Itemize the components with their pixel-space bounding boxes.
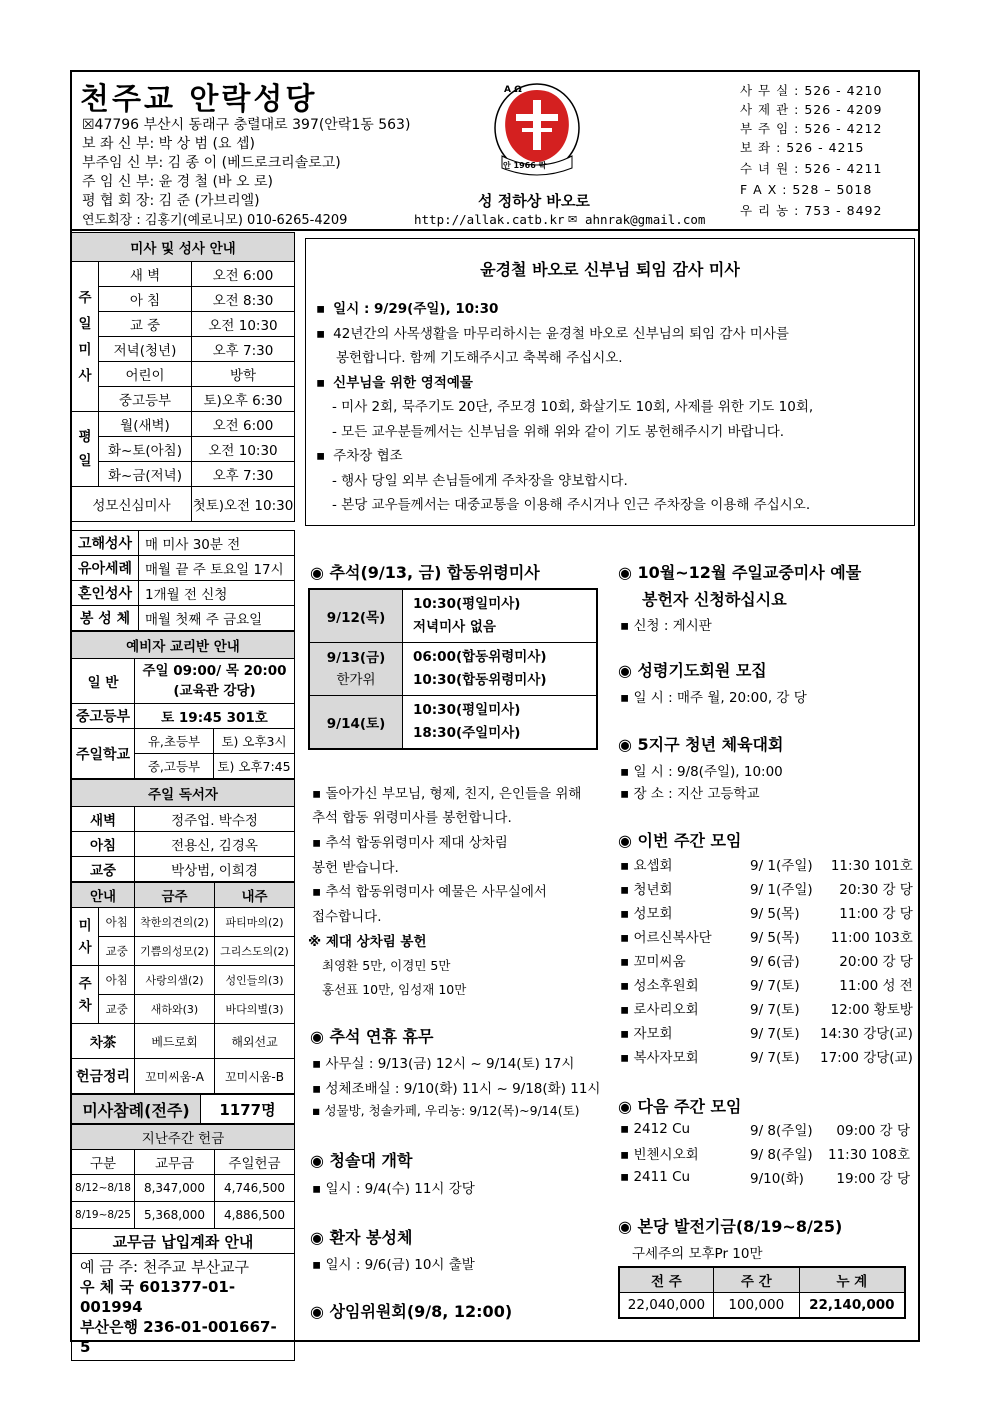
meeting-row	[620, 924, 913, 948]
youth-sports-title: ◉ 5지구 청년 체육대회	[618, 735, 784, 754]
guide-this-week: 사랑의샘(2)	[135, 966, 215, 995]
meeting-name: ▪ 로사리오회	[620, 1002, 699, 1018]
mass-time: 오전 8:30	[192, 287, 295, 312]
guide-header: 안내	[72, 883, 135, 908]
farewell-item-text: - 행사 당일 외부 손님들에게 주차장을 양보합시다.	[332, 472, 628, 489]
mass-time: 토)오후 6:30	[192, 387, 295, 412]
altar-donor: 홍선표 10만, 임성재 10만	[322, 982, 467, 997]
address: ☒47796 부산시 동래구 충렬대로 397(안락1동 563)	[82, 117, 411, 133]
chuseok-note: ▪ 추석 합동위령미사 제대 상차림	[312, 835, 508, 851]
staff-line: 보 좌 신 부: 박 상 범 (요 셉)	[82, 136, 255, 152]
farewell-item	[316, 322, 789, 342]
meeting-row	[620, 996, 913, 1020]
target-icon: ◉	[618, 735, 632, 754]
meeting-row	[620, 1117, 910, 1141]
parish-title: 천주교 안락성당	[80, 82, 318, 117]
chuseok-note: ▪ 돌아가신 부모님, 형제, 친지, 은인들을 위해	[312, 786, 582, 802]
chuseok-times: 10:30(평일미사) 저녁미사 없음	[403, 589, 598, 643]
chuseok-note: 추석 합동 위령미사를 봉헌합니다.	[312, 810, 512, 826]
chuseok-times: 10:30(평일미사) 18:30(주일미사)	[403, 696, 598, 750]
farewell-item	[316, 371, 473, 391]
school-group: 중,고등부	[135, 754, 214, 779]
sacrament-name: 고해성사	[72, 531, 139, 556]
bullet-icon: ▪	[620, 1169, 634, 1185]
phone-line: 수 녀 원 : 526 - 4211	[740, 161, 883, 176]
target-icon: ◉	[618, 1217, 632, 1236]
mass-name: 교 중	[99, 312, 192, 337]
youth-label: 중고등부	[72, 704, 135, 729]
meeting-date: 9/ 8(주일)	[750, 1147, 813, 1163]
meeting-row	[620, 948, 913, 972]
guide-header: 내주	[215, 883, 295, 908]
mass-time: 오전 6:00	[192, 412, 295, 437]
bullet-icon: ▪	[620, 906, 634, 922]
offering-report-table	[71, 1124, 295, 1361]
meeting-time-place: 11:00 103호	[830, 930, 913, 946]
reader-names: 전용신, 김경옥	[135, 832, 295, 857]
fund-title: ◉ 본당 발전기금(8/19~8/25)	[618, 1217, 843, 1236]
guide-this-week: 기쁨의성모(2)	[135, 937, 215, 966]
meeting-name: ▪ 성소후원회	[620, 978, 699, 994]
school-time: 토) 오후7:45	[214, 754, 295, 779]
weekday-mass-label: 평일	[72, 412, 99, 487]
chuseok-note: 봉헌 받습니다.	[312, 860, 399, 876]
youth-sports-item: ▪ 장 소 : 지산 고등학교	[620, 786, 760, 802]
farewell-item	[332, 420, 784, 440]
target-icon: ◉	[618, 563, 632, 582]
mass-name: 중고등부	[99, 387, 192, 412]
next-week-table	[620, 1117, 910, 1189]
this-week-table	[620, 852, 913, 1068]
fund-donor: 구세주의 모후Pr 10만	[632, 1246, 763, 1262]
mass-table	[71, 232, 295, 522]
altar-title: ※ 제대 상차림 봉헌	[308, 934, 427, 950]
standing-title: ◉ 상임위원회(9/8, 12:00)	[310, 1302, 513, 1321]
staff-line: 주 임 신 부: 윤 경 철 (바 오 로)	[82, 174, 273, 190]
readers-title: 주일 독서자	[72, 780, 295, 807]
guide-parking-label: 주차	[72, 966, 99, 1024]
sacrament-info: 매월 첫째 주 금요일	[139, 606, 295, 631]
meeting-time-place: 17:00 강당(교)	[820, 1050, 913, 1066]
altar-donor: 최영환 5만, 이경민 5만	[322, 958, 451, 973]
sunday-school-label: 주일학교	[72, 729, 135, 779]
target-icon: ◉	[618, 831, 632, 850]
meeting-date: 9/10(화)	[750, 1171, 804, 1187]
holiday-item: ▪ 사무실 : 9/13(금) 12시 ~ 9/14(토) 17시	[312, 1056, 575, 1072]
farewell-item-text: - 본당 교우들께서는 대중교통을 이용해 주시거나 인근 주차장을 이용해 주십시오.	[332, 497, 811, 513]
chuseok-note: ▪ 추석 합동위령미사 예물은 사무실에서	[312, 884, 547, 900]
farewell-item-text: 신부님을 위한 영적예물	[333, 374, 473, 391]
meeting-name: ▪ 2412 Cu	[620, 1121, 691, 1137]
guide-slot: 교중	[99, 995, 135, 1024]
meeting-time-place: 19:00 강 당	[836, 1171, 910, 1187]
meeting-time-place: 20:00 강 당	[839, 954, 913, 970]
guide-header: 금주	[135, 883, 215, 908]
meeting-row	[620, 1020, 913, 1044]
donor-title: ◉ 10월~12월 주일교중미사 예물	[618, 563, 862, 582]
mass-name: 새 벽	[99, 262, 192, 287]
meeting-name: ▪ 청년회	[620, 882, 673, 898]
staff-line: 평 협 회 장: 김 준 (가브리엘)	[82, 193, 260, 209]
bullet-icon: ▪	[620, 858, 634, 874]
tea-next-week: 해외선교	[215, 1024, 295, 1059]
donor-subtitle: 봉헌자 신청하십시요	[642, 590, 787, 609]
bullet-icon: ▪	[620, 1002, 634, 1018]
phone-line: 부 주 임 : 526 - 4212	[740, 121, 883, 136]
chuseok-date: 9/13(금) 한가위	[309, 643, 403, 696]
sacrament-name: 유아세례	[72, 556, 139, 581]
account-info	[72, 1254, 295, 1361]
mass-name: 어린이	[99, 362, 192, 387]
meeting-name: ▪ 꼬미씨움	[620, 954, 686, 970]
sacrament-info: 1개월 전 신청	[139, 581, 295, 606]
guide-slot: 아침	[99, 966, 135, 995]
tea-this-week: 베드로회	[135, 1024, 215, 1059]
offering-next-week: 꼬미시움-B	[215, 1059, 295, 1094]
phone-line: 우 리 농 : 753 - 8492	[740, 203, 883, 218]
farewell-item	[332, 493, 810, 513]
heart-mass-label: 성모신심미사	[72, 487, 192, 522]
fund-header: 주 간	[713, 1267, 799, 1293]
meeting-time-place: 11:00 강 당	[839, 906, 913, 922]
farewell-item	[316, 297, 498, 317]
bullet-icon: ▪	[620, 954, 634, 970]
chuseok-times: 06:00(합동위령미사) 10:30(합동위령미사)	[403, 643, 598, 696]
school-time: 토) 오후3시	[214, 729, 295, 754]
bullet-icon: ▪	[620, 1147, 634, 1163]
meeting-date: 9/ 7(토)	[750, 1002, 800, 1018]
mail-icon: ✉	[568, 213, 578, 226]
logo-caption: 안 1966 락	[503, 161, 547, 170]
choir-title: ◉ 청솔대 개학	[310, 1151, 413, 1170]
farewell-item-text: - 모든 교우분들께서는 신부님을 위해 위와 같이 기도 봉헌해주시기 바랍니다.	[332, 423, 785, 440]
sick-item: ▪ 일시 : 9/6(금) 10시 출발	[312, 1257, 475, 1273]
phone-line: 사 무 실 : 526 - 4210	[740, 83, 883, 98]
phone-line: 보 좌 : 526 - 4215	[740, 140, 865, 155]
guide-mass-label: 미사	[72, 908, 99, 966]
mass-time: 오후 7:30	[192, 337, 295, 362]
meeting-time-place: 20:30 강 당	[839, 882, 913, 898]
meeting-date: 9/ 7(토)	[750, 1050, 800, 1066]
phone-line: F A X : 528 – 5018	[740, 182, 873, 197]
meeting-name: ▪ 2411 Cu	[620, 1169, 691, 1185]
mass-name: 화~금(저녁)	[99, 462, 192, 487]
farewell-item-text: 주차장 협조	[333, 448, 403, 464]
offering-header: 교무금	[135, 1150, 215, 1175]
website-link[interactable]: http://allak.catb.kr	[414, 212, 565, 227]
offering-sunday: 4,746,500	[215, 1175, 295, 1202]
farewell-item	[332, 395, 813, 415]
sacrament-info: 매 미사 30분 전	[139, 531, 295, 556]
choir-item: ▪ 일시 : 9/4(수) 11시 강당	[312, 1181, 475, 1197]
mass-time: 오후 7:30	[192, 462, 295, 487]
sacrament-table	[71, 530, 295, 631]
general-schedule: 주일 09:00/ 목 20:00 (교육관 강당)	[135, 659, 295, 704]
guide-next-week: 그리스도의(2)	[215, 937, 295, 966]
rosary-item: ▪ 일 시 : 매주 월, 20:00, 강 당	[620, 690, 807, 706]
guide-this-week: 새하와(3)	[135, 995, 215, 1024]
patron-name: 성 정하상 바오로	[478, 192, 590, 210]
bullet-icon: ▪	[316, 301, 326, 317]
account-holder: 예 금 주: 천주교 부산교구	[80, 1258, 250, 1276]
target-icon: ◉	[310, 1151, 324, 1170]
meeting-name: ▪ 성모회	[620, 906, 673, 922]
farewell-item-text: 42년간의 사목생활을 마무리하시는 윤경철 바오로 신부님의 퇴임 감사 미사를	[333, 325, 789, 342]
sunday-mass-label: 주일미사	[72, 262, 99, 412]
farewell-title: 윤경철 바오로 신부님 퇴임 감사 미사	[480, 260, 740, 279]
meeting-date: 9/ 1(주일)	[750, 858, 813, 874]
mass-name: 저녁(청년)	[99, 337, 192, 362]
meeting-name: ▪ 요셉회	[620, 858, 673, 874]
meeting-date: 9/ 5(목)	[750, 906, 800, 922]
farewell-item-text: 봉헌합니다. 함께 기도해주시고 축복해 주십시오.	[336, 350, 623, 366]
bullet-icon: ▪	[316, 374, 326, 391]
target-icon: ◉	[310, 1228, 324, 1247]
farewell-box	[305, 238, 915, 526]
offering-header: 주일헌금	[215, 1150, 295, 1175]
offering-period: 8/19~8/25	[72, 1202, 135, 1229]
mass-time: 오전 6:00	[192, 262, 295, 287]
mass-time: 오전 10:30	[192, 312, 295, 337]
meeting-date: 9/ 1(주일)	[750, 882, 813, 898]
farewell-item	[336, 346, 623, 366]
offering-dues: 8,347,000	[135, 1175, 215, 1202]
meeting-row	[620, 900, 913, 924]
fund-header: 누 계	[799, 1267, 905, 1293]
staff-line: 연도회장 : 김홍기(예로니모) 010-6265-4209	[82, 213, 348, 228]
account-bank: 부산은행 236-01-001667-5	[80, 1318, 277, 1356]
offering-this-week: 꼬미씨움-A	[135, 1059, 215, 1094]
school-group: 유,초등부	[135, 729, 214, 754]
guide-this-week: 착한의견의(2)	[135, 908, 215, 937]
sacrament-info: 매월 끝 주 토요일 17시	[139, 556, 295, 581]
guide-next-week: 파티마의(2)	[215, 908, 295, 937]
mass-time: 오전 10:30	[192, 437, 295, 462]
attendance-value: 1177명	[201, 1095, 295, 1124]
farewell-item	[316, 444, 403, 464]
meeting-date: 9/ 6(금)	[750, 954, 800, 970]
farewell-item-text: 일시 : 9/29(주일), 10:30	[333, 301, 499, 317]
reader-names: 정주업. 박수정	[135, 807, 295, 832]
general-label: 일 반	[72, 659, 135, 704]
chuseok-date: 9/14(토)	[309, 696, 403, 750]
donor-item: ▪ 신청 : 게시판	[620, 618, 712, 634]
holiday-item: ▪ 성체조배실 : 9/10(화) 11시 ~ 9/18(화) 11시	[312, 1081, 601, 1097]
logo-alpha-omega: A Ω	[504, 85, 522, 95]
tea-label: 차茶	[72, 1024, 135, 1059]
header-divider	[70, 229, 920, 231]
meeting-name: ▪ 어르신복사단	[620, 930, 712, 946]
meeting-row	[620, 972, 913, 996]
catechumen-table	[71, 631, 295, 779]
offering-header: 구분	[72, 1150, 135, 1175]
readers-table	[71, 779, 295, 882]
mass-name: 아 침	[99, 287, 192, 312]
left-column	[71, 232, 295, 1361]
guide-table	[71, 882, 295, 1094]
account-post: 우 체 국 601377-01-001994	[80, 1278, 236, 1316]
chuseok-title: ◉ 추석(9/13, 금) 합동위령미사	[310, 563, 540, 582]
meeting-date: 9/ 8(주일)	[750, 1123, 813, 1139]
meeting-row	[620, 852, 913, 876]
target-icon: ◉	[310, 1302, 324, 1321]
offering-dues: 5,368,000	[135, 1202, 215, 1229]
mass-name: 화~토(아침)	[99, 437, 192, 462]
bullet-icon: ▪	[620, 978, 634, 994]
reader-mass: 아침	[72, 832, 135, 857]
chuseok-note: 접수합니다.	[312, 909, 382, 925]
fund-value: 22,040,000	[619, 1293, 713, 1319]
holiday-title: ◉ 추석 연휴 휴무	[310, 1027, 434, 1046]
meeting-row	[620, 1044, 913, 1068]
offering-report-title: 지난주간 헌금	[72, 1125, 295, 1150]
heart-mass-time: 첫토)오전 10:30	[192, 487, 295, 522]
reader-mass: 교중	[72, 857, 135, 882]
mass-time: 방학	[192, 362, 295, 387]
offering-period: 8/12~8/18	[72, 1175, 135, 1202]
staff-line: 부주임 신 부: 김 종 이 (베드로크리솔로고)	[82, 155, 341, 171]
meeting-date: 9/ 7(토)	[750, 978, 800, 994]
youth-sports-item: ▪ 일 시 : 9/8(주일), 10:00	[620, 764, 783, 780]
meeting-time-place: 11:00 성 전	[839, 978, 913, 994]
farewell-item	[332, 469, 628, 489]
target-icon: ◉	[618, 1097, 632, 1116]
email-link[interactable]: ahnrak@gmail.com	[585, 212, 706, 227]
bullet-icon: ▪	[620, 882, 634, 898]
fund-value: 22,140,000	[799, 1293, 905, 1319]
catechumen-title: 예비자 교리반 안내	[72, 632, 295, 659]
target-icon: ◉	[310, 563, 324, 582]
bullet-icon: ▪	[316, 448, 326, 464]
mass-title: 미사 및 성사 안내	[72, 233, 295, 262]
bullet-icon: ▪	[620, 1121, 634, 1137]
attendance-label: 미사참례(전주)	[72, 1095, 201, 1124]
attendance-table	[71, 1094, 295, 1124]
account-title: 교무금 납입계좌 안내	[72, 1229, 295, 1254]
reader-names: 박상범, 이희경	[135, 857, 295, 882]
meeting-time-place: 12:00 황토방	[830, 1002, 913, 1018]
youth-schedule: 토 19:45 301호	[135, 704, 295, 729]
meeting-row	[620, 876, 913, 900]
sick-title: ◉ 환자 봉성체	[310, 1228, 413, 1247]
meeting-name: ▪ 복사자모회	[620, 1050, 699, 1066]
target-icon: ◉	[618, 661, 632, 680]
bullet-icon: ▪	[620, 1026, 634, 1042]
chuseok-table	[308, 588, 598, 750]
guide-slot: 교중	[99, 937, 135, 966]
bullet-icon: ▪	[620, 1050, 634, 1066]
meeting-name: ▪ 빈첸시오회	[620, 1147, 699, 1163]
meeting-name: ▪ 자모회	[620, 1026, 673, 1042]
fund-header: 전 주	[619, 1267, 713, 1293]
guide-next-week: 성인들의(3)	[215, 966, 295, 995]
target-icon: ◉	[310, 1027, 324, 1046]
sacrament-name: 봉 성 체	[72, 606, 139, 631]
bullet-icon: ▪	[620, 930, 634, 946]
phone-line: 사 제 관 : 526 - 4209	[740, 102, 883, 117]
meeting-time-place: 11:30 101호	[830, 858, 913, 874]
chuseok-date: 9/12(목)	[309, 589, 403, 643]
mass-name: 월(새벽)	[99, 412, 192, 437]
meeting-row	[620, 1165, 910, 1189]
meeting-time-place: 09:00 강 당	[836, 1123, 910, 1139]
meeting-row	[620, 1141, 910, 1165]
meeting-date: 9/ 5(목)	[750, 930, 800, 946]
offering-label: 헌금정리	[72, 1059, 135, 1094]
meeting-time-place: 11:30 108호	[827, 1147, 910, 1163]
offering-sunday: 4,886,500	[215, 1202, 295, 1229]
this-week-title: ◉ 이번 주간 모임	[618, 831, 742, 850]
fund-value: 100,000	[713, 1293, 799, 1319]
meeting-time-place: 14:30 강당(교)	[820, 1026, 913, 1042]
rosary-title: ◉ 성령기도회원 모집	[618, 661, 767, 680]
holiday-item: ▪ 성물방, 청솔카페, 우리농: 9/12(목)~9/14(토)	[312, 1103, 580, 1118]
sacrament-name: 혼인성사	[72, 581, 139, 606]
farewell-item-text: - 미사 2회, 묵주기도 20단, 주모경 10회, 화살기도 10회, 사제를 위한 기도 10회,	[332, 399, 814, 415]
reader-mass: 새벽	[72, 807, 135, 832]
fund-table	[618, 1266, 906, 1319]
bullet-icon: ▪	[316, 325, 326, 342]
guide-slot: 아침	[99, 908, 135, 937]
next-week-title: ◉ 다음 주간 모임	[618, 1097, 742, 1116]
guide-next-week: 바다의별(3)	[215, 995, 295, 1024]
meeting-date: 9/ 7(토)	[750, 1026, 800, 1042]
